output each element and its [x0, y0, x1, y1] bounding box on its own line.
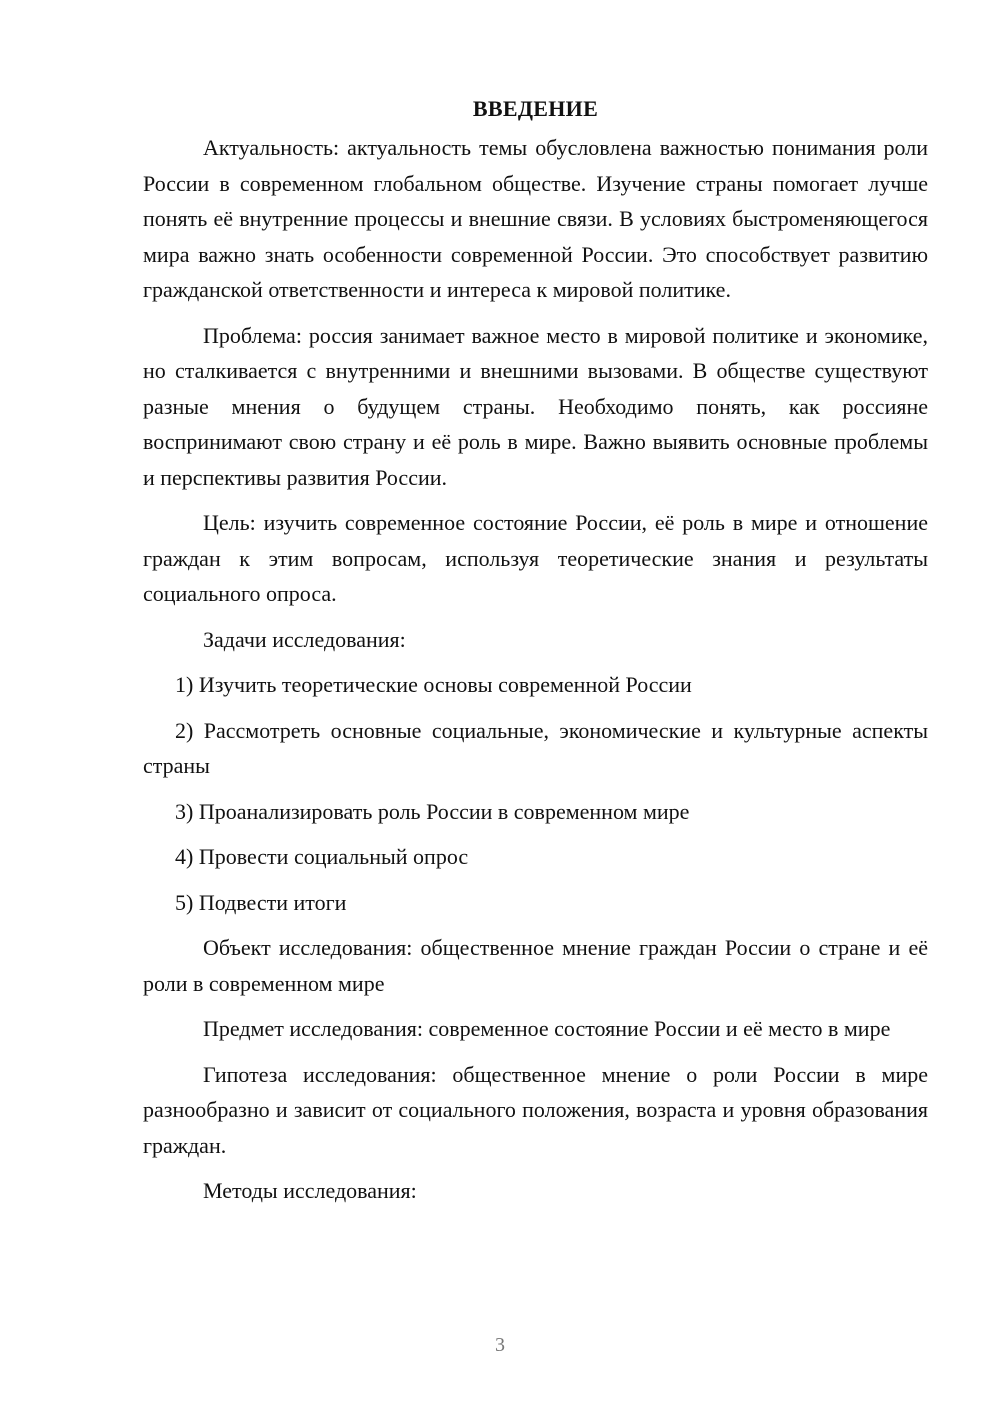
page-number: 3 — [495, 1334, 505, 1356]
paragraph-problem: Проблема: россия занимает важное место в мировой политике и экономике, но сталкивается с внутренними и внешними вызовами. В обществе существуют разные мнения о будущем страны. Необходимо понять, как россияне воспринимают свою страну и её роль в мире. Важно выявить основные проблемы и перспективы развития России. — [143, 322, 928, 490]
paragraph-hypothesis: Гипотеза исследования: общественное мнение о роли России в мире разнообразно и зависит от социального положения, возраста и уровня образования граждан. — [143, 1061, 928, 1158]
paragraph-tasks-heading: Задачи исследования: — [203, 626, 406, 652]
paragraph-subject: Предмет исследования: современное состояние России и её место в мире — [203, 1016, 891, 1041]
paragraph-methods-heading: Методы исследования: — [203, 1178, 417, 1203]
paragraph-relevance: Актуальность: актуальность темы обусловлена важностью понимания роли России в современном глобальном обществе. Изучение страны помогает лучше понять её внутренние процессы и внешние связи. В условиях быстроменяющегося мира важно знать особенности современной России. Это способствует развитию гражданской ответственности и интереса к мировой политике. — [143, 135, 928, 302]
task-item-4: 4) Провести социальный опрос — [175, 844, 469, 869]
paragraph-object: Объект исследования: общественное мнение граждан России о стране и её роли в современном мире — [143, 935, 928, 996]
task-item-5: 5) Подвести итоги — [175, 889, 347, 915]
paragraph-goal: Цель: изучить современное состояние России, её роль в мире и отношение граждан к этим вопросам, используя теоретические знания и результаты социального опроса. — [143, 510, 928, 606]
task-item-1: 1) Изучить теоретические основы современной России — [175, 672, 692, 697]
document-page — [143, 94, 928, 1219]
task-item-3: 3) Проанализировать роль России в современном мире — [175, 798, 690, 824]
section-title: ВВЕДЕНИЕ — [472, 96, 599, 121]
task-item-2: 2) Рассмотреть основные социальные, экономические и культурные аспекты страны — [143, 717, 928, 778]
